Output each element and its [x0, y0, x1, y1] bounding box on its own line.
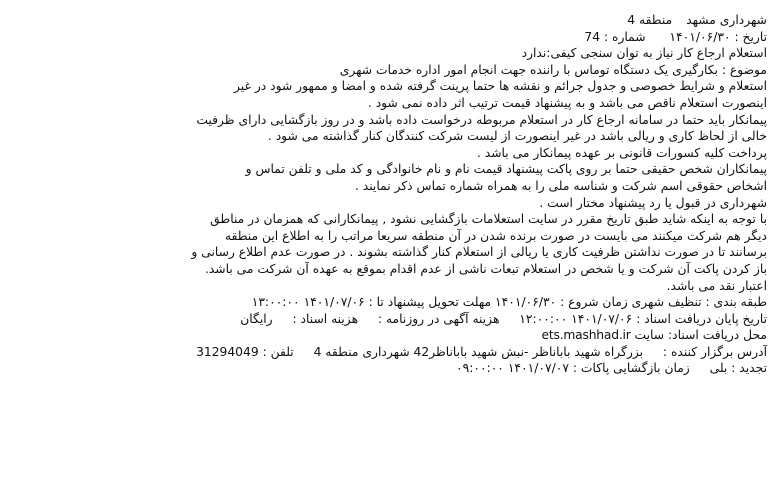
receipt-site: ets.mashhad.ir — [541, 328, 631, 343]
condition-line: پیمانکاران شخص حقیقی حتما بر روی پاکت پیشنهاد قیمت نام و نام خانوادگی و کد ملی و تلفن تماس و — [245, 162, 767, 177]
condition-line: با توجه به اینکه شاید طبق تاریخ مقرر در سایت استعلامات بازگشایی نشود , پیمانکارانی که همزمان در مناطق — [210, 212, 767, 227]
condition-line: برسانند تا در صورت نداشتن ظرفیت کاری یا ریالی از استعلام کنار گذاشته بشوند . در صورت عدم اطلاع رسانی و — [191, 245, 767, 260]
receipt-line — [8, 327, 767, 344]
date-value: ۱۴۰۱/۰۶/۳۰ — [669, 29, 731, 44]
documents-line — [8, 311, 767, 328]
condition-line: استعلام و شرایط خصوصی و جدول جرائم و نقشه ها حتما پرینت گرفته شده و امضا و ممهور شود در غیر — [233, 79, 767, 94]
phone-value: 31294049 — [196, 344, 259, 359]
deadline-label: مهلت تحویل پیشنهاد تا : — [368, 295, 492, 310]
address-value: بزرگراه شهید باباناظر -نبش شهید باباناظر42 شهرداری منطقه 4 — [313, 344, 644, 359]
org-name: شهرداری مشهد — [686, 13, 767, 27]
condition-line: پیمانکار باید حتما در سامانه ارجاع کار در استعلام مربوطه درخواست داده باشد و در روز بازگشایی دارای ظرفیت — [196, 112, 767, 127]
condition-line: شهرداری در قبول یا رد پیشنهاد مختار است . — [539, 195, 767, 210]
header-meta-line — [8, 29, 767, 46]
ad-cost-label: هزینه آگهی در روزنامه : — [377, 311, 500, 326]
header-org-line — [8, 12, 767, 29]
phone-label: تلفن : — [262, 344, 294, 359]
deadline-value: ۱۴۰۱/۰۷/۰۶ ۱۳:۰۰:۰۰ — [251, 295, 365, 310]
address-line — [8, 344, 767, 361]
doc-cost-label: هزینه اسناد : — [292, 311, 359, 326]
conditions-block — [8, 78, 767, 294]
condition-line: اشخاص حقوقی اسم شرکت و شناسه ملی را به همراه شماره تماس ذکر نمایند . — [354, 178, 767, 193]
date-label: تاریخ : — [734, 29, 767, 44]
docs-end-label: تاریخ پایان دریافت اسناد : — [636, 311, 767, 326]
document-title: استعلام ارجاع کار نیاز به توان سنجی کیفی:ندارد — [521, 46, 767, 61]
condition-line: پرداخت کلیه کسورات قانونی بر عهده پیمانکار می باشد . — [476, 145, 767, 160]
number-label: شماره : — [603, 29, 646, 44]
condition-line: خالی از لحاظ کاری و ریالی باشد در غیر اینصورت از لیست شرکت کنندگان کنار گذاشته می شود . — [267, 129, 767, 144]
receipt-label: محل دریافت اسناد: سایت — [634, 328, 767, 343]
region-name: منطقه 4 — [627, 13, 673, 27]
opening-value: ۱۴۰۱/۰۷/۰۷ ۰۹:۰۰:۰۰ — [455, 361, 569, 376]
condition-line: باز کردن پاکت آن شرکت و یا شخص در استعلام تبعات ناشی از عدم اقدام بموقع به عهده آن شرکت می باشد. — [204, 261, 767, 276]
number-value: 74 — [584, 29, 601, 44]
condition-line: اعتبار نقد می باشد. — [666, 278, 767, 293]
classification-label: طبقه بندی : تنظیف — [667, 295, 767, 310]
opening-label: زمان بازگشایی پاکات : — [572, 361, 690, 376]
doc-cost-value: رایگان — [240, 311, 273, 326]
address-label: آدرس برگزار کننده : — [662, 344, 767, 359]
renewal-label: تجدید : بلی — [709, 361, 767, 376]
classification-line — [8, 294, 767, 311]
start-label: شهری زمان شروع : — [560, 295, 665, 310]
docs-end-value: ۱۴۰۱/۰۷/۰۶ ۱۲:۰۰:۰۰ — [519, 311, 633, 326]
condition-line: دیگر هم شرکت میکنند می بایست در صورت برنده شدن در آن منطقه سریعا مراتب را به اطلاع این منطقه — [224, 228, 767, 243]
subject-line: موضوع : بکارگیری یک دستگاه توماس با راننده جهت انجام امور اداره خدمات شهری — [339, 62, 767, 77]
start-value: ۱۴۰۱/۰۶/۳۰ — [495, 295, 557, 310]
condition-line: اینصورت استعلام ناقص می باشد و به پیشنهاد قیمت ترتیب اثر داده نمی شود . — [367, 95, 767, 110]
renewal-line — [8, 360, 767, 377]
